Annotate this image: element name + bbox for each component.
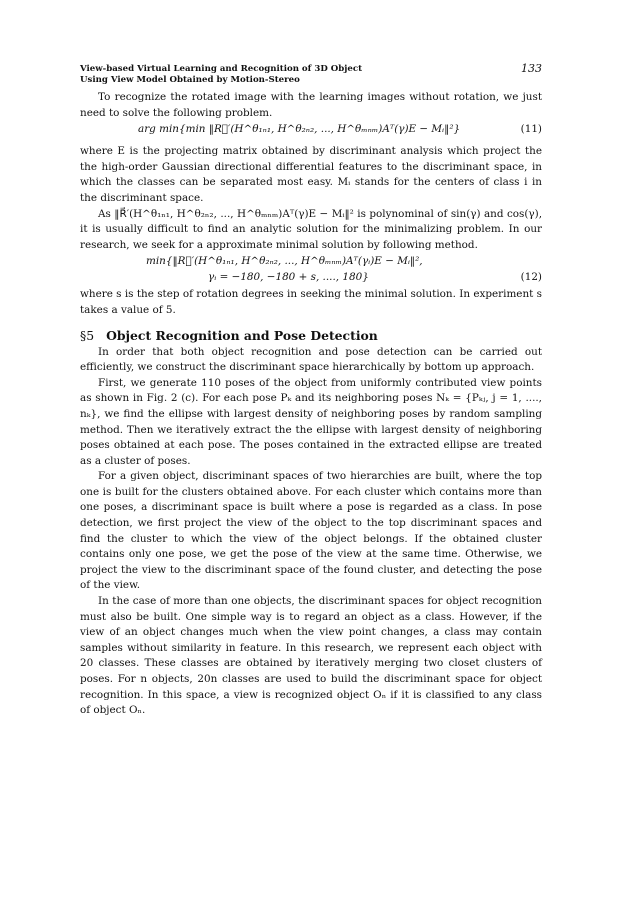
running-title-line-1: View-based Virtual Learning and Recognition of 3D Object (80, 64, 363, 74)
section-heading (80, 327, 542, 344)
paragraph-polynominal: As ‖R⃗′(H^θ₁ₙ₁, H^θ₂ₙ₂, ..., H^θₘₙₘ)Aᵀ(γ)E − Mᵢ‖² is polynominal of sin(γ) and cos(γ), it is usually difficult to find an analytic solution for the minimalizing problem. In our research, we seek for a approximate minimal solution by following method. (80, 207, 542, 251)
equation-12-number: (12) (520, 271, 542, 284)
equation-12 (80, 254, 542, 287)
paragraph-hierarchy: In order that both object recognition and pose detection can be carried out efficiently, we construct the discriminant space hierarchically by bottom up approach. (80, 345, 542, 374)
running-title-line-2: Using View Model Obtained by Motion-Stereo (80, 75, 300, 85)
paragraph-poses: First, we generate 110 poses of the object from uniformly contributed view points as shown in Fig. 2 (c). For each pose Pₖ and its neighboring poses Nₖ = {Pₖⱼ, j = 1, ...., nₖ}, we find the ellipse with largest density of neighboring poses by random sampling method. Then we iteratively extract the the ellipse with largest density of neighboring poses obtained at each pose. The poses contained in the extracted ellipse are treated as a cluster of poses. (80, 376, 542, 467)
paragraph-discriminant-spaces: For a given object, discriminant spaces of two hierarchies are built, where the top one is built for the clusters obtained above. For each cluster which contains more than one poses, a discriminant space is built where a pose is regarded as a class. In pose detection, we first project the view of the object to the top discriminant spaces and find the cluster to which the view of the object belongs. If the obtained cluster contains only one pose, we get the pose of the view at the same time. Otherwise, we project the view to the discriminant space of the found cluster, and detecting the pose of the view. (80, 470, 542, 592)
equation-12-line-1: min{‖R⃗′(H^θ₁ₙ₁, H^θ₂ₙ₂, ..., H^θₘₙₘ)Aᵀ(γᵢ)E − Mᵢ‖², (146, 255, 423, 268)
page (80, 64, 542, 719)
running-header (80, 64, 542, 90)
equation-12-line-2: γᵢ = −180, −180 + s, ...., 180} (208, 271, 369, 284)
section-number: §5 (80, 327, 95, 343)
equation-11-body: arg min{min ‖R⃗′(H^θ₁ₙ₁, H^θ₂ₙ₂, ..., H^θₘₙₘ)Aᵀ(γ)E − Mᵢ‖²} (138, 123, 461, 136)
paragraph-intro: To recognize the rotated image with the learning images without rotation, we just need to solve the following problem. (80, 91, 542, 119)
paragraph-after-eq12: where s is the step of rotation degrees in seeking the minimal solution. In experiment s takes a value of 5. (80, 288, 542, 316)
equation-11-number: (11) (520, 123, 542, 136)
section-title: Object Recognition and Pose Detection (106, 327, 378, 343)
page-number: 133 (521, 62, 542, 75)
equation-11 (80, 122, 542, 144)
paragraph-multiple-objects: In the case of more than one objects, the discriminant spaces for object recognition must also be built. One simple way is to regard an object as a class. However, if the view of an object changes much when the view point changes, a class may contain samples without similarity in feature. In this research, we represent each object with 20 classes. These classes are obtained by iteratively merging two closet clusters of poses. For n objects, 20n classes are used to build the discriminant space for object recognition. In this space, a view is recognized object Oₙ if it is classified to any class of object Oₙ. (80, 595, 542, 717)
paragraph-after-eq11: where E is the projecting matrix obtained by discriminant analysis which project the the high-order Gaussian directional differential features to the discriminant space, in which the classes can be separated most easy. Mᵢ stands for the centers of class i in the discriminant space. (80, 145, 542, 204)
